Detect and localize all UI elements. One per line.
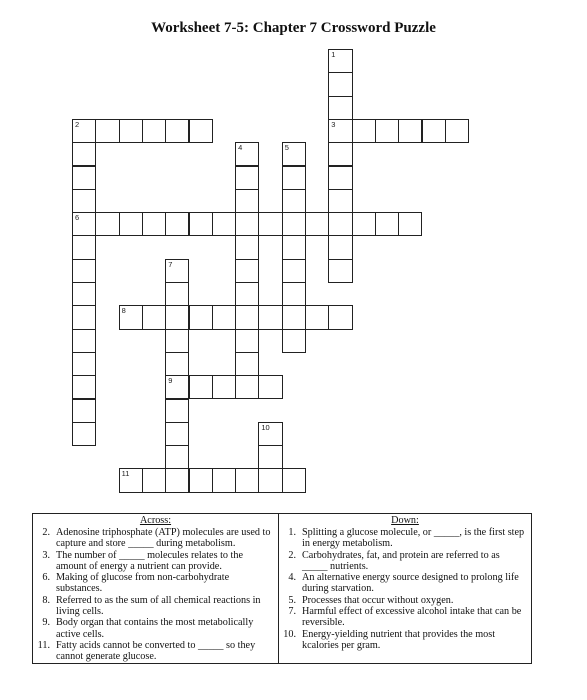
clue-number-label: 8.	[42, 594, 50, 606]
clue-number-label: 2.	[42, 527, 50, 538]
crossword-cell[interactable]	[235, 305, 259, 329]
clue-text: Energy-yielding nutrient that provides the most kcalories per gram.	[302, 628, 496, 651]
across-clue-list	[33, 527, 278, 663]
crossword-cell[interactable]	[235, 282, 259, 306]
crossword-cell[interactable]	[72, 212, 96, 236]
crossword-cell[interactable]	[72, 422, 96, 446]
across-clue	[33, 550, 278, 573]
crossword-cell[interactable]	[258, 305, 282, 329]
crossword-cell[interactable]	[328, 305, 352, 329]
crossword-cell[interactable]	[282, 166, 306, 190]
clues-table	[32, 513, 532, 664]
crossword-cell[interactable]	[165, 305, 189, 329]
crossword-cell[interactable]	[235, 166, 259, 190]
clue-number-label: 4.	[288, 572, 296, 584]
crossword-cell[interactable]	[328, 166, 352, 190]
crossword-cell[interactable]	[95, 119, 119, 143]
crossword-cell[interactable]	[72, 305, 96, 329]
crossword-cell[interactable]	[305, 305, 329, 329]
clue-text: Fatty acids cannot be converted to _____ so they cannot generate glucose.	[56, 639, 256, 663]
crossword-cell[interactable]	[72, 375, 96, 399]
down-clue	[279, 550, 531, 573]
clue-number-label: 9.	[42, 617, 50, 629]
crossword-cell[interactable]	[445, 119, 469, 143]
page-title: Worksheet 7-5: Chapter 7 Crossword Puzzle	[151, 20, 436, 36]
crossword-cell[interactable]	[235, 142, 259, 166]
crossword-cell[interactable]	[142, 212, 166, 236]
crossword-cell[interactable]	[165, 352, 189, 376]
crossword-cell[interactable]	[258, 375, 282, 399]
clue-number-label: 7.	[288, 606, 296, 618]
crossword-cell[interactable]	[165, 375, 189, 399]
crossword-cell[interactable]	[258, 468, 282, 492]
crossword-cell[interactable]	[165, 468, 189, 492]
crossword-cell[interactable]	[305, 212, 329, 236]
crossword-cell[interactable]	[212, 375, 236, 399]
crossword-cell[interactable]	[352, 212, 376, 236]
clue-number-label: 5.	[288, 594, 296, 606]
crossword-cell[interactable]	[328, 49, 352, 73]
crossword-cell[interactable]	[72, 399, 96, 423]
crossword-cell[interactable]	[258, 212, 282, 236]
across-clue	[33, 595, 278, 618]
crossword-cell[interactable]	[119, 305, 143, 329]
clue-number: 3	[331, 119, 336, 129]
crossword-cell[interactable]	[189, 375, 213, 399]
crossword-cell[interactable]	[212, 468, 236, 492]
crossword-cell[interactable]	[328, 96, 352, 120]
crossword-cell[interactable]	[165, 119, 189, 143]
crossword-cell[interactable]	[95, 212, 119, 236]
crossword-cell[interactable]	[165, 445, 189, 469]
crossword-cell[interactable]	[328, 189, 352, 213]
clue-text: Body organ that contains the most metabolically active cells.	[56, 617, 254, 640]
crossword-cell[interactable]	[235, 329, 259, 353]
crossword-cell[interactable]	[119, 119, 143, 143]
clue-text: Splitting a glucose molecule, or _____, is the first step in energy metabolism.	[302, 527, 525, 550]
clue-text: Harmful effect of excessive alcohol intake that can be reversible.	[302, 606, 522, 629]
down-clue	[279, 606, 531, 629]
across-clue	[33, 617, 278, 640]
clue-text: Referred to as the sum of all chemical reactions in living cells.	[56, 594, 261, 618]
clue-text: An alternative energy source designed to prolong life during starvation.	[302, 572, 519, 595]
crossword-cell[interactable]	[189, 305, 213, 329]
crossword-cell[interactable]	[189, 212, 213, 236]
crossword-cell[interactable]	[165, 212, 189, 236]
crossword-cell[interactable]	[235, 189, 259, 213]
crossword-cell[interactable]	[375, 119, 399, 143]
crossword-cell[interactable]	[212, 305, 236, 329]
clue-number: 7	[168, 259, 173, 269]
crossword-cell[interactable]	[282, 142, 306, 166]
clue-text: Processes that occur without oxygen.	[302, 594, 454, 606]
crossword-cell[interactable]	[189, 119, 213, 143]
clue-number-label: 6.	[42, 572, 50, 584]
clue-text: The number of _____ molecules relates to the amount of energy a nutrient can provide.	[56, 549, 243, 572]
clue-number-label: 3.	[42, 549, 50, 561]
across-header: Across:	[139, 515, 172, 526]
crossword-cell[interactable]	[235, 212, 259, 236]
across-clue	[33, 572, 278, 595]
crossword-cell[interactable]	[235, 375, 259, 399]
crossword-cell[interactable]	[422, 119, 446, 143]
down-clue	[279, 629, 531, 652]
crossword-cell[interactable]	[282, 235, 306, 259]
crossword-cell[interactable]	[328, 119, 352, 143]
clue-number: 8	[121, 306, 126, 316]
crossword-cell[interactable]	[352, 119, 376, 143]
down-column	[279, 514, 531, 663]
clue-number: 6	[75, 213, 80, 223]
crossword-cell[interactable]	[398, 119, 422, 143]
crossword-cell[interactable]	[165, 422, 189, 446]
clue-text: Carbohydrates, fat, and protein are referred to as _____ nutrients.	[302, 549, 500, 572]
clue-number: 1	[331, 50, 336, 59]
clue-text: Adenosine triphosphate (ATP) molecules are used to capture and store _____ during metabolism.	[56, 527, 271, 550]
crossword-cell[interactable]	[282, 282, 306, 306]
crossword-cell[interactable]	[72, 166, 96, 190]
crossword-cell[interactable]	[258, 445, 282, 469]
crossword-cell[interactable]	[328, 212, 352, 236]
across-clue	[33, 527, 278, 550]
clue-number: 2	[75, 119, 80, 129]
crossword-cell[interactable]	[189, 468, 213, 492]
crossword-cell[interactable]	[328, 72, 352, 96]
clue-number-label: 1.	[288, 527, 296, 538]
crossword-cell[interactable]	[398, 212, 422, 236]
crossword-cell[interactable]	[212, 212, 236, 236]
crossword-cell[interactable]	[72, 189, 96, 213]
crossword-cell[interactable]	[165, 259, 189, 283]
clue-text: Making of glucose from non-carbohydrate substances.	[56, 572, 230, 595]
crossword-cell[interactable]	[165, 282, 189, 306]
crossword-cell[interactable]	[235, 468, 259, 492]
clue-number-label: 11.	[37, 639, 50, 651]
clue-number: 11	[121, 469, 130, 479]
crossword-cell[interactable]	[235, 235, 259, 259]
crossword-cell[interactable]	[328, 235, 352, 259]
crossword-cell[interactable]	[235, 259, 259, 283]
clue-number-label: 10.	[283, 628, 296, 640]
clue-number-label: 2.	[288, 549, 296, 561]
crossword-cell[interactable]	[72, 329, 96, 353]
clue-number: 4	[238, 143, 243, 153]
crossword-cell[interactable]	[142, 305, 166, 329]
down-clue	[279, 527, 531, 550]
clue-number: 9	[168, 376, 173, 386]
crossword-cell[interactable]	[119, 212, 143, 236]
crossword-cell[interactable]	[119, 468, 143, 492]
clue-number: 5	[284, 143, 289, 153]
crossword-cell[interactable]	[282, 259, 306, 283]
crossword-cell[interactable]	[258, 422, 282, 446]
crossword-cell[interactable]	[72, 352, 96, 376]
crossword-cell[interactable]	[375, 212, 399, 236]
down-clue	[279, 595, 531, 606]
down-header: Down:	[391, 515, 419, 526]
crossword-cell[interactable]	[282, 212, 306, 236]
down-clue-list	[279, 527, 531, 651]
crossword-cell[interactable]	[142, 468, 166, 492]
crossword-cell[interactable]	[72, 282, 96, 306]
crossword-cell[interactable]	[235, 352, 259, 376]
clue-number: 10	[261, 422, 270, 432]
crossword-cell[interactable]	[165, 399, 189, 423]
crossword-cell[interactable]	[142, 119, 166, 143]
crossword-cell[interactable]	[282, 329, 306, 353]
crossword-cell[interactable]	[72, 119, 96, 143]
crossword-cell[interactable]	[165, 329, 189, 353]
down-clue	[279, 572, 531, 595]
across-clue	[33, 640, 278, 663]
crossword-cell[interactable]	[282, 305, 306, 329]
crossword-cell[interactable]	[328, 259, 352, 283]
crossword-cell[interactable]	[328, 142, 352, 166]
crossword-cell[interactable]	[282, 468, 306, 492]
crossword-cell[interactable]	[72, 142, 96, 166]
across-column	[33, 514, 279, 663]
crossword-cell[interactable]	[72, 235, 96, 259]
crossword-cell[interactable]	[282, 189, 306, 213]
crossword-cell[interactable]	[72, 259, 96, 283]
